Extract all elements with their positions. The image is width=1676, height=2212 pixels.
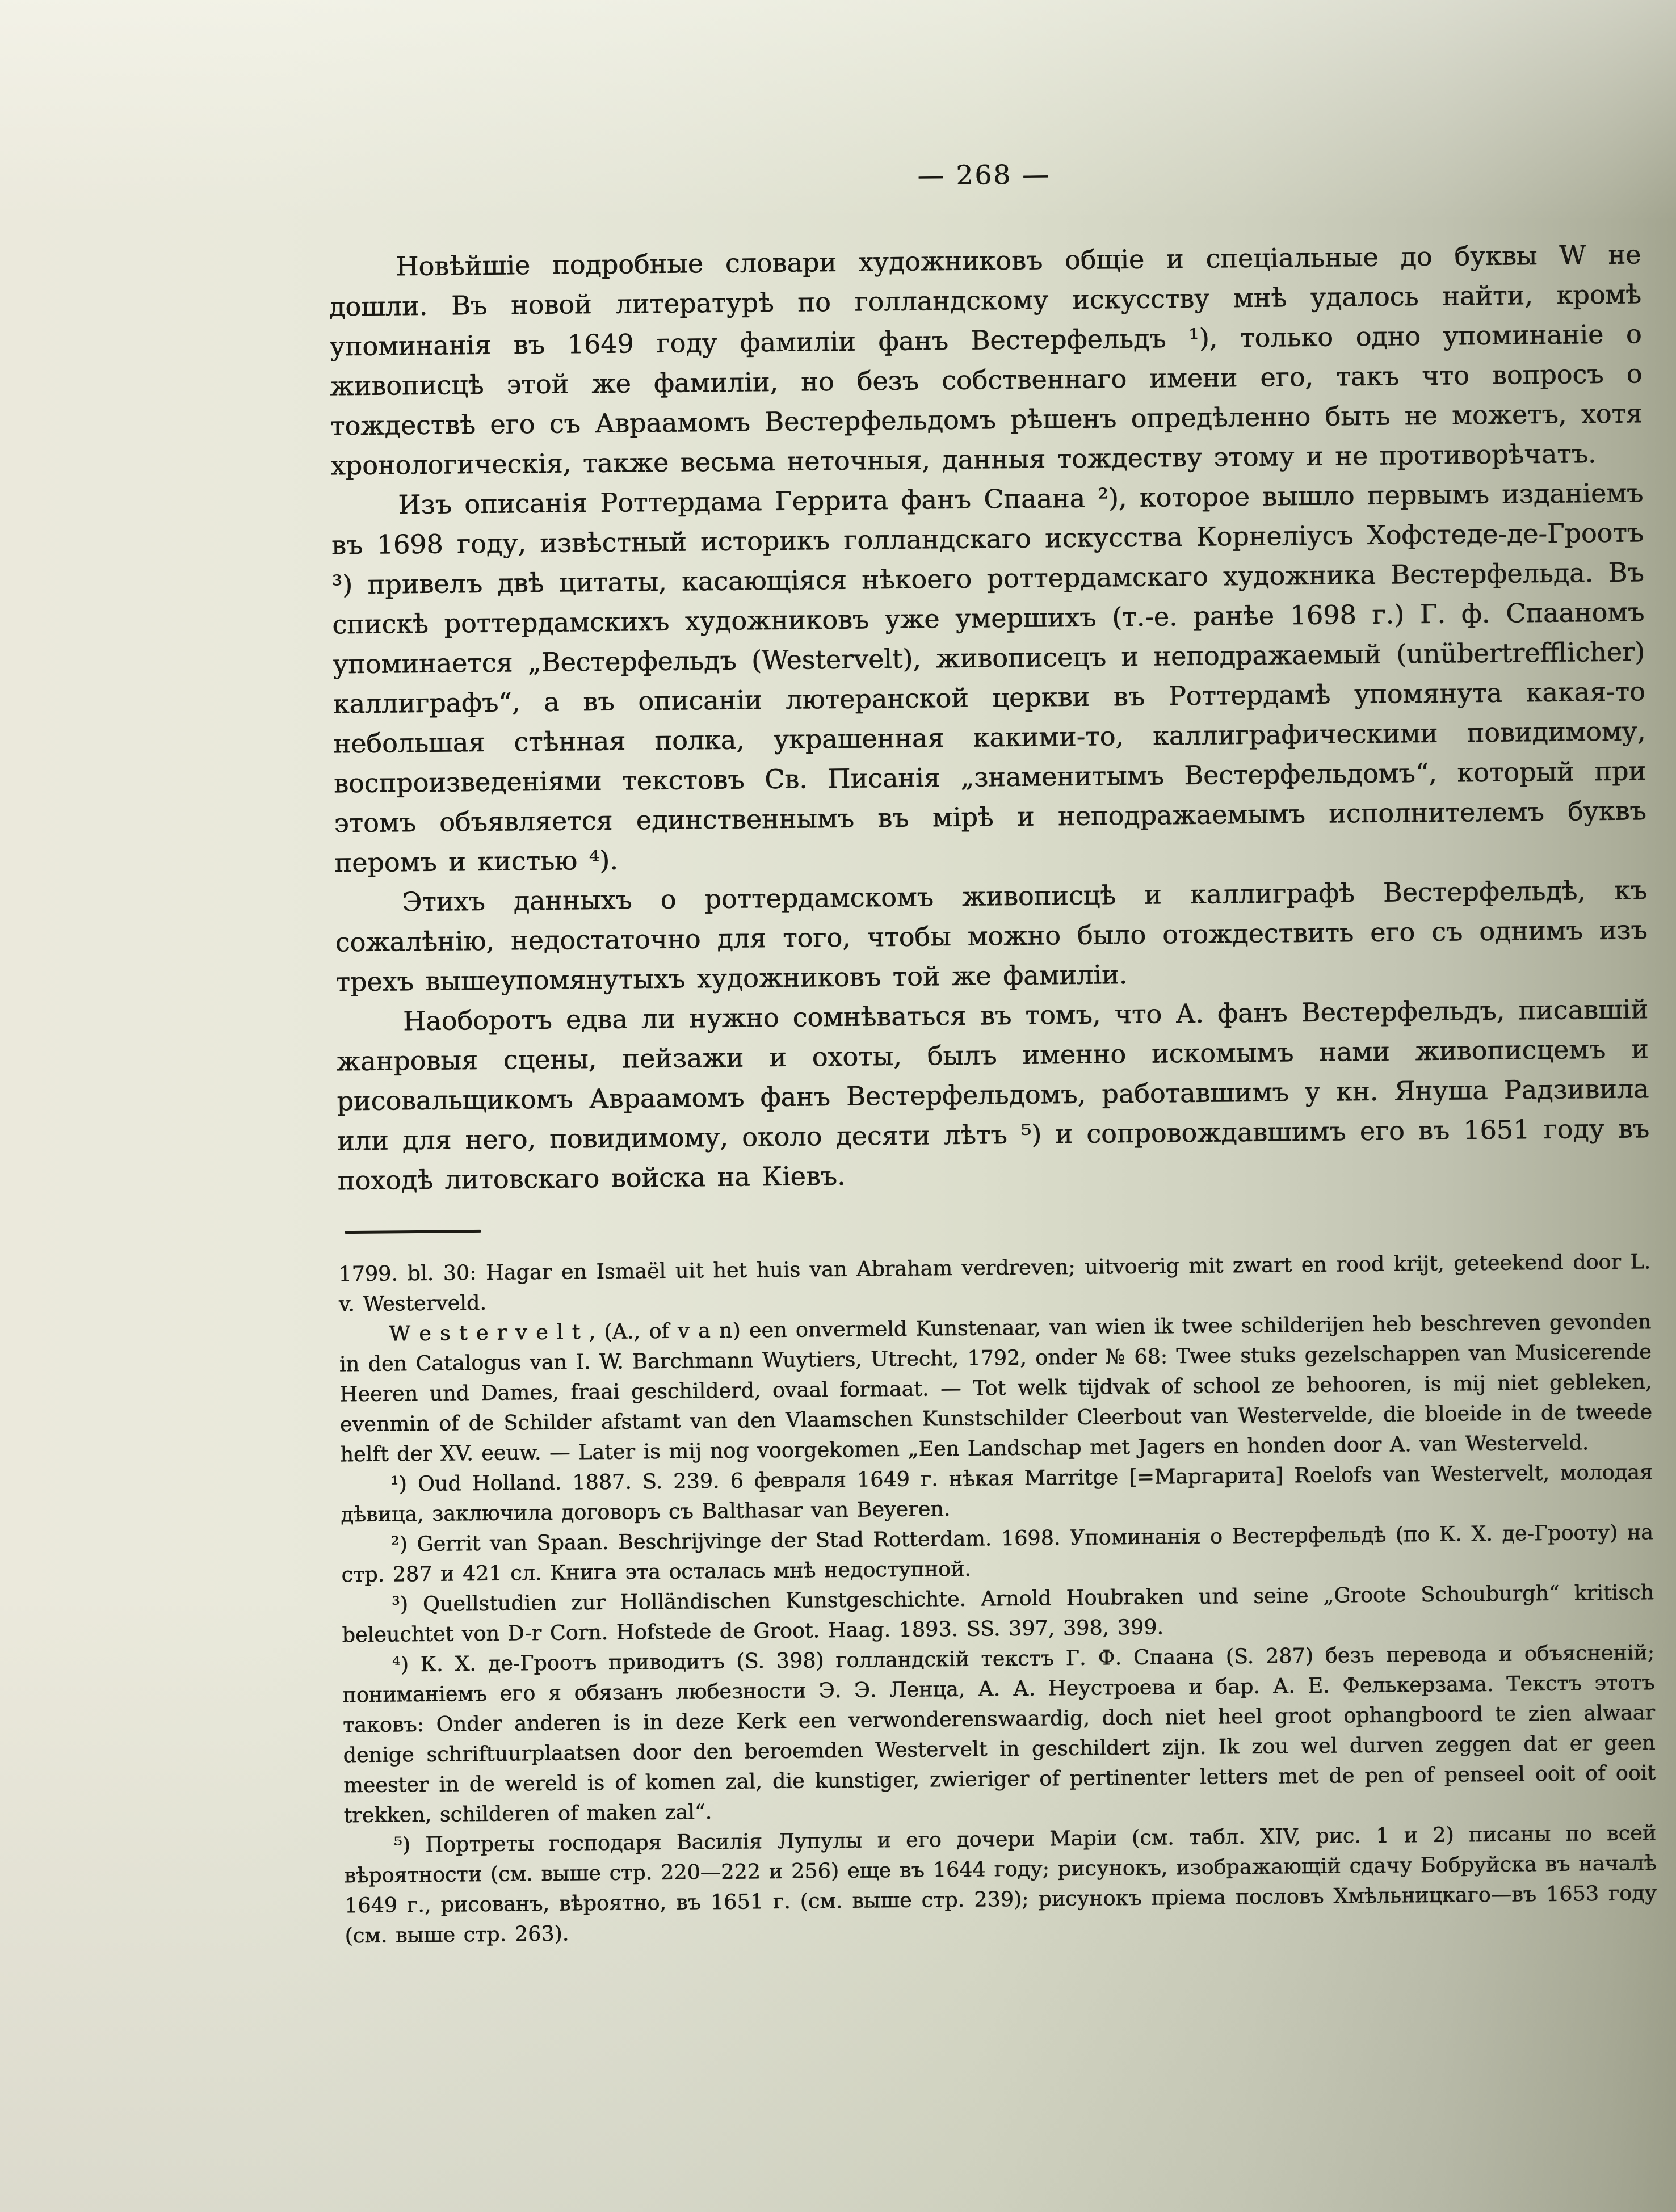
footnote-1: ¹) Oud Holland. 1887. S. 239. 6 февраля 1649 г. нѣкая Marritge [=Маргарита] Roelofs van Westervelt, молодая дѣвица, заключила договоръ съ Balthasar van Beyeren. (341, 1460, 1653, 1527)
main-paragraph-4: Наоборотъ едва ли нужно сомнѣваться въ томъ, что А. фанъ Вестерфельдъ, писавшій жанровыя сцены, пейзажи и охоты, былъ именно искомымъ нами живописцемъ и рисовальщикомъ Авраамомъ фанъ Вестерфельдомъ, работавшимъ у кн. Януша Радзивила или для него, повидимому, около десяти лѣтъ ⁵) и сопровождавшимъ его въ 1651 году въ походѣ литовскаго войска на Кіевъ. (336, 994, 1650, 1196)
main-text (329, 234, 1650, 1200)
footnote-5: ⁵) Портреты господаря Василія Лупулы и его дочери Маріи (см. табл. XIV, рис. 1 и 2) писаны по всей вѣроятности (см. выше стр. 220—222 и 256) еще въ 1644 году; рисунокъ, изображающій сдачу Бобруйска въ началѣ 1649 г., рисованъ, вѣроятно, въ 1651 г. (см. выше стр. 239); рисунокъ пріема пословъ Хмѣльницкаго—въ 1653 году (см. выше стр. 263). (344, 1820, 1657, 1948)
main-paragraph-2: Изъ описанія Роттердама Геррита фанъ Спаана ²), которое вышло первымъ изданіемъ въ 1698 году, извѣстный историкъ голландскаго искусства Корнеліусъ Хофстеде-де-Гроотъ ³) привелъ двѣ цитаты, касающіяся нѣкоего роттердамскаго художника Вестерфельда. Въ спискѣ роттердамскихъ художниковъ уже умершихъ (т.-е. ранѣе 1698 г.) Г. ф. Спааномъ упоминается „Вестерфельдъ (Westervelt), живописецъ и неподражаемый (unübertrefflicher) каллиграфъ“, а въ описаніи лютеранской церкви въ Роттердамѣ упомянута какая-то небольшая стѣнная полка, украшенная какими-то, каллиграфическими повидимому, воспроизведеніями текстовъ Св. Писанія „знаменитымъ Вестерфельдомъ“, который при этомъ объявляется единственнымъ въ мірѣ и неподражаемымъ исполнителемъ буквъ перомъ и кистью ⁴). (331, 477, 1646, 878)
footnote-4: ⁴) К. Х. де-Гроотъ приводитъ (S. 398) голландскій текстъ Г. Ф. Спаана (S. 287) безъ перевода и объясненій; пониманіемъ его я обязанъ любезности Э. Э. Ленца, А. А. Неустроева и бар. А. Е. Фелькерзама. Текстъ этотъ таковъ: Onder anderen is in deze Kerk een verwonderenswaardig, doch niet heel groot ophangboord te zien alwaar denige schriftuurplaatsen door den beroemden Westervelt in geschildert zijn. Ik zou wel durven zeggen dat er geen meester in de wereld is of komen zal, die kunstiger, zwieriger of pertinenter letters met de pen of penseel ooit of ooit trekken, schilderen of maken zal“. (342, 1640, 1656, 1828)
footnote-westervelt-entry: W e s t e r v e l t , (A., of v a n) een onvermeld Kunstenaar, van wien ik twee schilderijen heb beschreven gevonden in den Catalogus van I. W. Barchmann Wuytiers, Utrecht, 1792, onder № 68: Twee stuks gezelschappen van Musicerende Heeren und Dames, fraai geschilderd, ovaal formaat. — Tot welk tijdvak of school ze behooren, is mij niet gebleken, evenmin of de Schilder afstamt van den Vlaamschen Kunstschilder Cleerbout van Westervelde, die bloeide in de tweede helft der XV. eeuw. — Later is mij nog voorgekomen „Een Landschap met Jagers en honden door A. van Westerveld. (339, 1309, 1653, 1467)
footnote-separator-rule (345, 1230, 481, 1234)
footnotes-section (338, 1246, 1657, 1950)
footnote-2: ²) Gerrit van Spaan. Beschrijvinge der Stad Rotterdam. 1698. Упоминанія о Вестерфельдѣ (по К. Х. де-Грооту) на стр. 287 и 421 сл. Книга эта осталась мнѣ недоступной. (341, 1520, 1654, 1587)
main-paragraph-3: Этихъ данныхъ о роттердамскомъ живописцѣ и каллиграфѣ Вестерфельдѣ, къ сожалѣнію, недостаточно для того, чтобы можно было отождествить его съ однимъ изъ трехъ вышеупомянутыхъ художниковъ той же фамиліи. (335, 874, 1648, 998)
page-number: — 268 — (917, 159, 1051, 192)
main-paragraph-1: Новѣйшіе подробные словари художниковъ общіе и спеціальные до буквы W не дошли. Въ новой литературѣ по голландскому искусству мнѣ удалось найти, кромѣ упоминанія въ 1649 году фамиліи фанъ Вестерфельдъ ¹), только одно упоминаніе о живописцѣ этой же фамиліи, но безъ собственнаго имени его, такъ что вопросъ о тождествѣ его съ Авраамомъ Вестерфельдомъ рѣшенъ опредѣленно быть не можетъ, хотя хронологическія, также весьма неточныя, данныя тождеству этому и не противорѣчатъ. (329, 239, 1643, 481)
page-content (328, 153, 1657, 1950)
footnote-3: ³) Quellstudien zur Holländischen Kunstgeschichte. Arnold Houbraken und seine „Groote Schouburgh“ kritisch beleuchtet von D-r Corn. Hofstede de Groot. Haag. 1893. SS. 397, 398, 399. (342, 1580, 1654, 1647)
footnote-continuation: 1799. bl. 30: Hagar en Ismaël uit het huis van Abraham verdreven; uitvoerig mit zwart en rood krijt, geteekend door L. v. Westerveld. (338, 1249, 1651, 1317)
